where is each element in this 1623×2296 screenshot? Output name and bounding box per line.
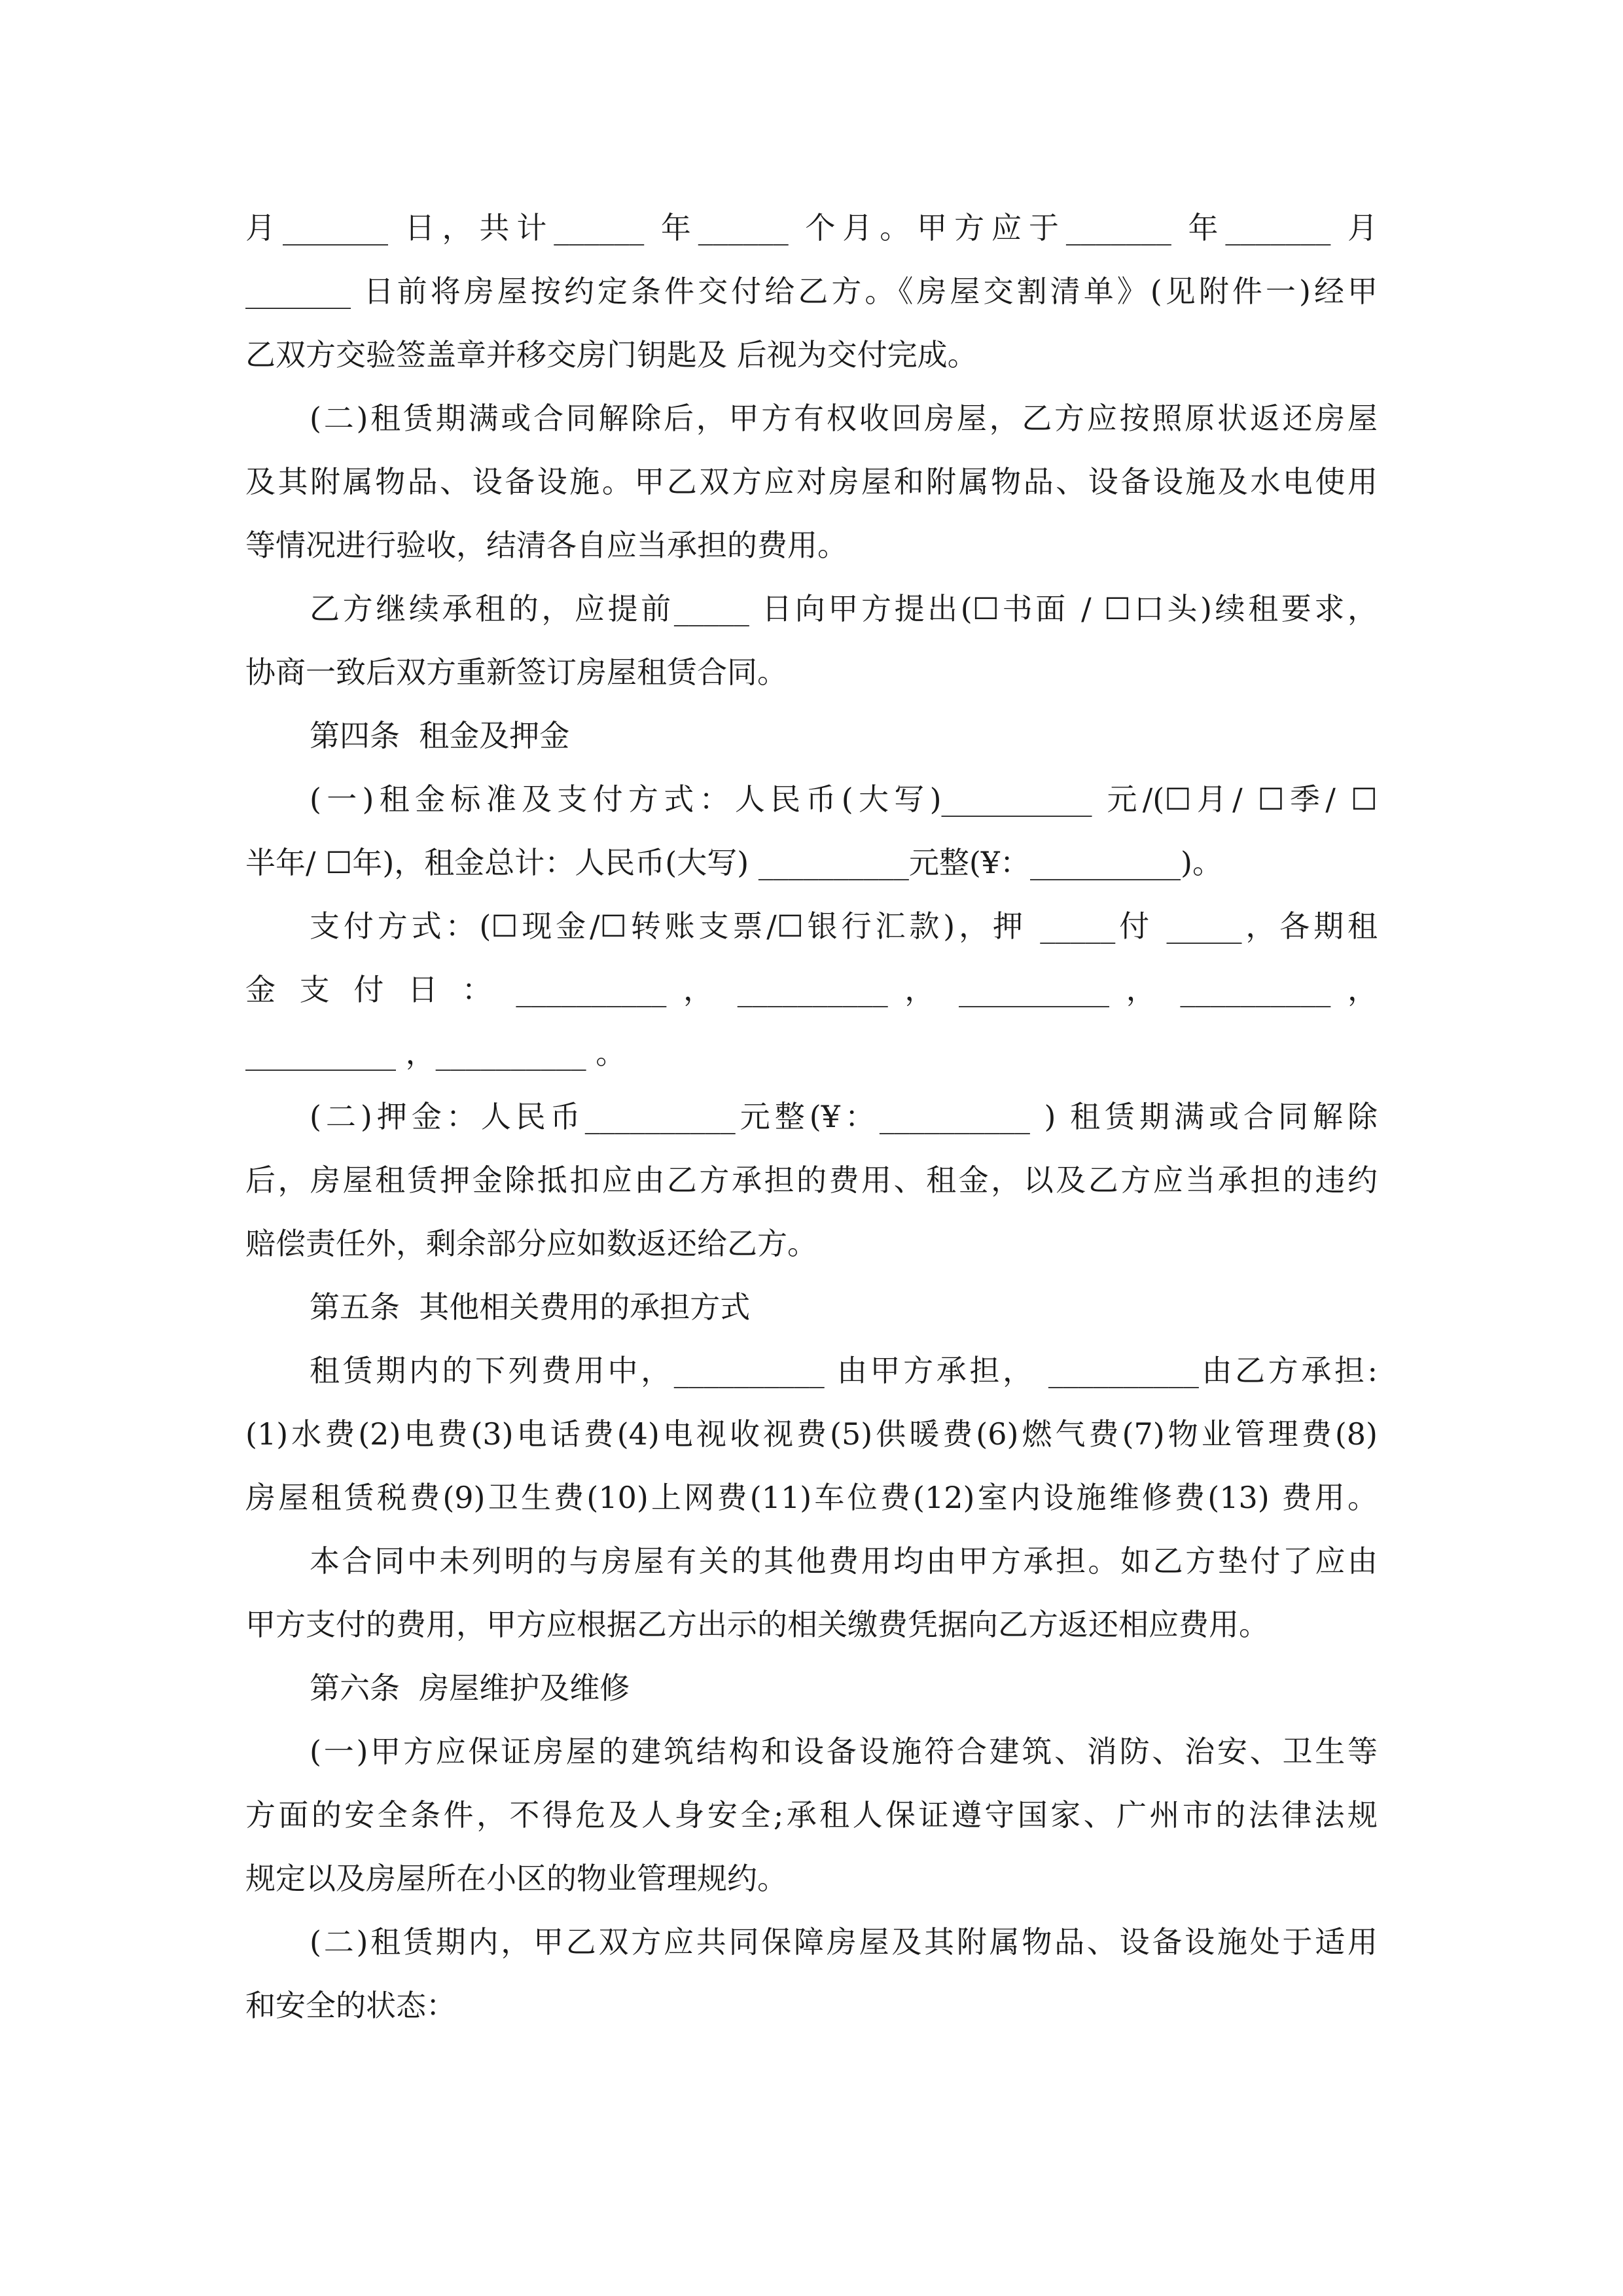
text-line: 支付方式：(☐现金/☐转账支票/☐银行汇款)，押 _____付 _____，各期租 [310, 908, 1378, 944]
section-heading: 第五条 其他相关费用的承担方式 [310, 1289, 751, 1325]
text-line: 方面的安全条件，不得危及人身安全;承租人保证遵守国家、广州市的法律法规 [245, 1797, 1378, 1833]
text-line: (二)押金：人民币__________元整(¥：__________ ) 租赁期满或合同解除 [310, 1099, 1378, 1134]
text-line: 房屋租赁税费(9)卫生费(10)上网费(11)车位费(12)室内设施维修费(13) 费用。 [245, 1480, 1378, 1515]
text-line: 协商一致后双方重新签订房屋租赁合同。 [245, 655, 787, 690]
text-line: _______ 日前将房屋按约定条件交付给乙方。《房屋交割清单》(见附件一)经甲 [245, 274, 1378, 309]
text-line: 后，房屋租赁押金除抵扣应由乙方承担的费用、租金，以及乙方应当承担的违约 [245, 1162, 1378, 1198]
text-line: 月_______ 日，共计______ 年______ 个月。甲方应于_______ 年_______ 月 [245, 210, 1378, 245]
text-line: (1)水费(2)电费(3)电话费(4)电视收视费(5)供暖费(6)燃气费(7)物业管理费(8) [245, 1416, 1378, 1452]
text-line: 半年/ ☐年)，租金总计：人民币(大写) __________元整(¥：__________)。 [245, 845, 1222, 880]
text-line: 规定以及房屋所在小区的物业管理规约。 [245, 1861, 787, 1896]
text-line: (一)租金标准及支付方式：人民币(大写)__________ 元/(☐月/ ☐季/ ☐ [310, 781, 1378, 817]
section-heading: 第六条 房屋维护及维修 [310, 1670, 630, 1706]
text-line: (一)甲方应保证房屋的建筑结构和设备设施符合建筑、消防、治安、卫生等 [310, 1734, 1378, 1769]
contract-page [245, 196, 1378, 2037]
text-line: 租赁期内的下列费用中，__________ 由甲方承担， __________由乙方承担: [310, 1353, 1378, 1388]
text-line: __________ ，__________ 。 [245, 1035, 626, 1071]
text-line: 和安全的状态： [245, 1988, 456, 2023]
section-heading: 第四条 租金及押金 [310, 718, 570, 753]
text-line: 赔偿责任外，剩余部分应如数返还给乙方。 [245, 1226, 817, 1261]
text-line: 本合同中未列明的与房屋有关的其他费用均由甲方承担。如乙方垫付了应由 [310, 1543, 1378, 1579]
text-line: 乙双方交验签盖章并移交房门钥匙及 后视为交付完成。 [245, 337, 978, 372]
text-line: (二)租赁期满或合同解除后，甲方有权收回房屋，乙方应按照原状返还房屋 [310, 401, 1378, 436]
text-line: 乙方继续承租的，应提前_____ 日向甲方提出(☐书面 / ☐口头)续租要求， [310, 591, 1378, 626]
text-line: 及其附属物品、设备设施。甲乙双方应对房屋和附属物品、设备设施及水电使用 [245, 464, 1378, 499]
text-line: 等情况进行验收，结清各自应当承担的费用。 [245, 528, 847, 563]
text-line: (二)租赁期内，甲乙双方应共同保障房屋及其附属物品、设备设施处于适用 [310, 1924, 1378, 1960]
text-line: 金 支 付 日 ： __________ ， __________ ， __________ ， __________ ， [245, 972, 1378, 1007]
text-line: 甲方支付的费用，甲方应根据乙方出示的相关缴费凭据向乙方返还相应费用。 [245, 1607, 1269, 1642]
